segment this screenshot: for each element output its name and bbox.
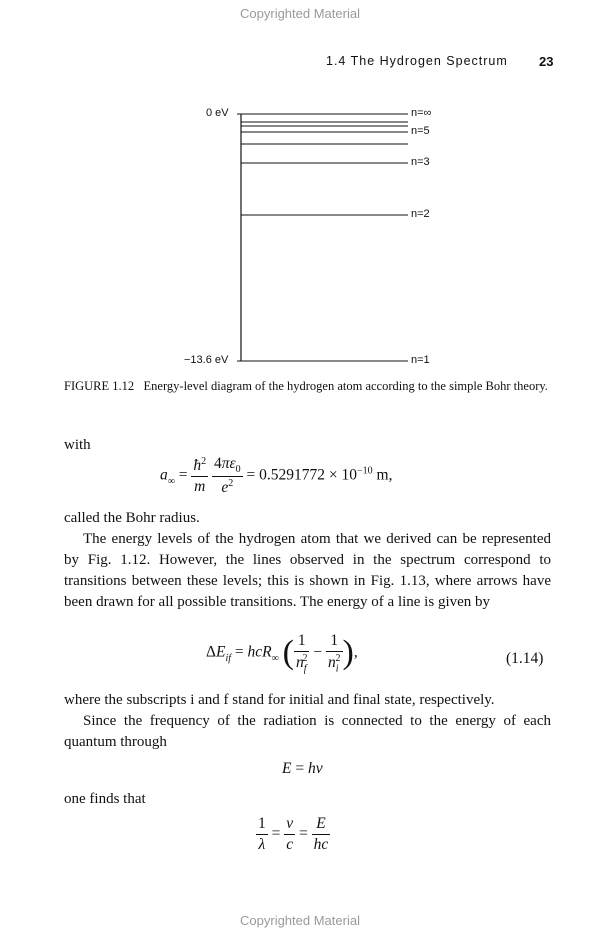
text-one-finds: one finds that: [64, 791, 146, 807]
label-zero-ev: 0 eV: [206, 107, 229, 119]
bottom-watermark: Copyrighted Material: [240, 913, 360, 928]
label-n2: n=2: [411, 208, 430, 220]
energy-level-svg: [0, 100, 600, 375]
paragraph-frequency: Since the frequency of the radiation is connected to the energy of each quantum through: [64, 713, 551, 750]
bohr-exponent: −10: [357, 465, 373, 477]
label-n1: n=1: [411, 354, 430, 366]
label-n3: n=3: [411, 156, 430, 168]
caption-label: FIGURE 1.12: [64, 379, 135, 393]
running-title: 1.4 The Hydrogen Spectrum: [326, 54, 508, 68]
paragraph-energy-levels: The energy levels of the hydrogen atom that we derived can be represented by Fig. 1.12. However, the lines observed in the spectrum correspond to transitions between these levels; this is shown in Fig. 1.13, where arrows have been drawn for all possible transitions. The energy of a line is given by: [64, 531, 551, 610]
equation-wavelength: $\frac{1}{\lambda}$ = $\frac{\nu}{c}$ = $\frac{E}{hc}$: [258, 815, 329, 853]
equation-1-14: $\Delta E_{if} = hcR_\infty$ ( $\frac{1}{n_f^2}$ − $\frac{1}{n_i^2}$ ),: [206, 632, 358, 675]
page-number: 23: [539, 54, 554, 69]
text-with: with: [64, 437, 91, 453]
label-min-ev: −13.6 eV: [184, 354, 229, 366]
equation-number: (1.14): [506, 650, 544, 667]
energy-level-diagram: [0, 100, 600, 375]
caption-text: Energy-level diagram of the hydrogen atom according to the simple Bohr theory.: [143, 379, 548, 393]
bohr-unit: m,: [372, 466, 393, 484]
top-watermark: Copyrighted Material: [240, 6, 360, 21]
label-n-infinity: n=∞: [411, 107, 432, 119]
figure-caption: [64, 378, 554, 395]
bohr-value: = 0.5291772 × 10: [246, 466, 357, 484]
text-subscripts: where the subscripts i and f stand for initial and final state, respectively.: [64, 692, 495, 708]
equation-e-h-nu: E = hν: [282, 760, 323, 777]
label-n5: n=5: [411, 125, 430, 137]
text-bohr-radius: called the Bohr radius.: [64, 510, 200, 526]
bohr-radius-equation: $a_\infty$ = $\frac{ħ^2}{m}$ $\frac{4\pi\varepsilon_0}{e^2}$ = $0.5291772 \times 10^{-10}$ m,: [160, 455, 393, 497]
